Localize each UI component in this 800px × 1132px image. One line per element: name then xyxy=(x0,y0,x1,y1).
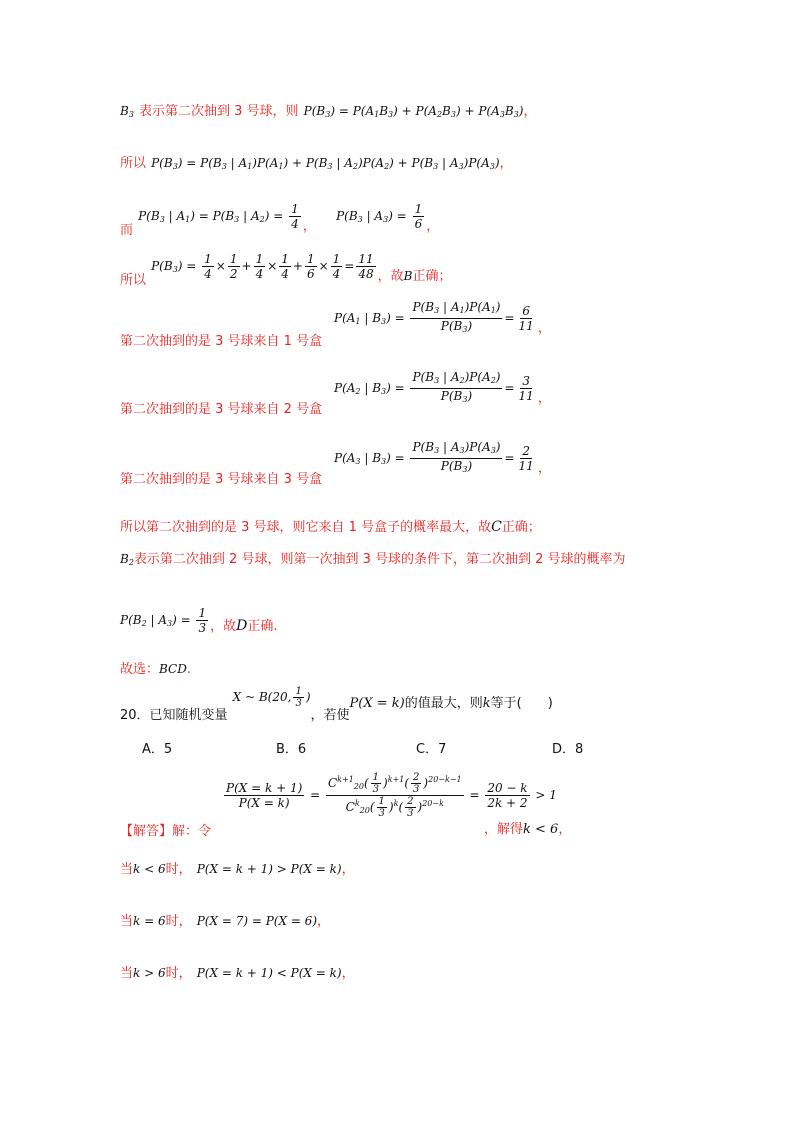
math-formula: $P(B_3$ | $A_3$) = $\frac{1}{6}$ xyxy=(336,202,423,231)
case-k-eq-6 xyxy=(120,910,330,929)
text: 第二次抽到的是 3 号球来自 1 号盒 xyxy=(120,334,323,349)
comma: ， xyxy=(499,156,513,171)
text: 第二次抽到的是 3 号球来自 2 号盒 xyxy=(120,402,323,417)
text: 所以第二次抽到的是 3 号球，则它来自 1 号盒子的概率最大，故 xyxy=(120,520,492,535)
text: 而 xyxy=(120,223,134,238)
question-text: 等于 xyxy=(490,696,517,711)
text: 时， xyxy=(165,966,192,981)
math-distribution: X ~ B(20, 1 3 ) xyxy=(232,686,311,709)
text: 故选： xyxy=(120,662,160,677)
text: 当 xyxy=(120,914,134,929)
line-b3-definition xyxy=(120,100,536,119)
math: k = 6 xyxy=(133,914,166,928)
line-solution-result: ，解得k < 6， xyxy=(484,822,572,837)
text: 所以 xyxy=(120,156,147,171)
math-formula: $P(B_3) = P(B_3$ | $A_1)P(A_1) + P(B_3$ | $A_2)P(A_2) + P(B_3$ | $A_3)P(A_3)$ xyxy=(151,156,500,171)
question-text: 的值最大，则 xyxy=(404,696,483,711)
text: 时， xyxy=(165,862,192,877)
math: k > 6 xyxy=(133,966,166,980)
option-b[interactable]: B．6 xyxy=(276,742,307,757)
text: 当 xyxy=(120,966,134,981)
text: 第二次抽到的是 3 号球来自 3 号盒 xyxy=(120,472,323,487)
text: ，解得 xyxy=(484,822,524,837)
math: P(X = 7) = P(X = 6) xyxy=(196,914,317,928)
text: ，故 xyxy=(210,619,237,634)
text: 解：令 xyxy=(172,824,212,839)
math-k: k xyxy=(482,696,491,711)
text: 当 xyxy=(120,862,134,877)
math: P(X = k + 1) < P(X = k) xyxy=(196,966,342,980)
comma: ， xyxy=(537,321,551,336)
comma: ， xyxy=(302,219,316,234)
option-c[interactable]: C．7 xyxy=(416,742,447,757)
comma: ， xyxy=(523,104,537,119)
math-b: B xyxy=(403,269,413,283)
formula-ratio: $\frac{P(X = k + 1)}{P(X = k)}$ = $C^{k+1}_{20}$( $\frac{1}{3}$ )$^{k+1}$( $\frac{2}{3}$ )$^{20-k-1}$ $C^k_{20}$( $\frac{1}{3}$ )$^k$( $\frac{2}{3}$ )$^{20-k}$ = $\frac{20 - k}{2k + 2}$ > 1 xyxy=(226,772,557,819)
math-d: D xyxy=(236,618,248,634)
line-conditional-values xyxy=(120,202,440,238)
math-b2: $B_2$ xyxy=(120,552,134,567)
comma: ， xyxy=(341,966,355,981)
line-total-probability xyxy=(120,152,513,171)
answer: BCD xyxy=(159,662,187,676)
question-20 xyxy=(120,686,553,723)
comma: ， xyxy=(426,219,440,234)
answer-blank: ( ) xyxy=(516,696,553,711)
fraction: $\frac{1}{4}$ xyxy=(291,202,299,231)
math-k-lt-6: k < 6 xyxy=(523,822,559,837)
text: 时， xyxy=(165,914,192,929)
text: 正确； xyxy=(501,520,541,535)
line-solution-start xyxy=(120,820,211,839)
formula-a2-given-b3: $P(A_2$ | $B_3$) = $\frac{P(B_3 | A_2)P(A_2)}{P(B_3)}$ = $\frac{3}{11}$ $_,$ xyxy=(334,370,551,406)
math-formula: $P(B_3$ | $A_1) = P(B_3$ | $A_2$) = $\frac{1}{4}$ xyxy=(138,202,299,231)
line-b3-result xyxy=(120,252,452,288)
text: 正确； xyxy=(412,269,452,284)
comma: ， xyxy=(341,862,355,877)
math-px: P(X = k) xyxy=(349,696,405,711)
line-box3-label xyxy=(120,468,322,487)
math-formula: $P(B_3) = P(A_1B_3) + P(A_2B_3) + P(A_3B_3)$ xyxy=(303,104,524,119)
solution-tag: 【解答】 xyxy=(120,824,173,839)
text: . xyxy=(186,662,191,677)
option-a[interactable]: A．5 xyxy=(142,742,173,757)
formula-a1-given-b3: $P(A_1$ | $B_3$) = $\frac{P(B_3 | A_1)P(A_1)}{P(B_3)}$ = $\frac{6}{11}$ $_,$ xyxy=(334,300,551,336)
line-b2-definition xyxy=(120,548,626,567)
text: 所以 xyxy=(120,273,147,288)
formula-a3-given-b3: $P(A_3$ | $B_3$) = $\frac{P(B_3 | A_3)P(A_3)}{P(B_3)}$ = $\frac{2}{11}$ $_,$ xyxy=(334,440,551,476)
case-k-gt-6 xyxy=(120,962,355,981)
math-b3: $B_3$ xyxy=(120,104,134,119)
math: P(X = k + 1) > P(X = k) xyxy=(196,862,342,876)
math-formula: $P(B_3)$ = $\frac{1}{4}$ × $\frac{1}{2}$ + $\frac{1}{4}$ × $\frac{1}{4}$ + $\frac{1}{6}$ × $\frac{1}{4}$ = $\frac{11}{48}$ xyxy=(151,252,374,281)
line-box1-label xyxy=(120,330,322,349)
math-c: C xyxy=(491,519,502,535)
case-k-lt-6 xyxy=(120,858,355,877)
option-d[interactable]: D．8 xyxy=(552,742,584,757)
line-box2-label xyxy=(120,398,322,417)
comma: ， xyxy=(317,914,331,929)
math: k < 6 xyxy=(133,862,166,876)
text: 表示第二次抽到 3 号球，则 xyxy=(139,104,299,119)
text: 正确. xyxy=(247,619,278,634)
line-conclusion-c xyxy=(120,516,541,535)
text: 表示第二次抽到 2 号球，则第一次抽到 3 号球的条件下，第二次抽到 2 号球的概率为 xyxy=(133,552,626,567)
line-answer xyxy=(120,658,191,677)
question-text: 20．已知随机变量 xyxy=(120,708,228,723)
line-b2-given-a3: $P(B_2$ | $A_3$) = $\frac{1}{3}$ $_{,故}D_{正确.}$ xyxy=(120,606,278,635)
comma: ， xyxy=(537,461,551,476)
fraction: $\frac{1}{6}$ xyxy=(414,202,423,231)
text: ，故 xyxy=(377,269,404,284)
comma: ， xyxy=(537,391,551,406)
question-text: ，若使 xyxy=(310,708,350,723)
